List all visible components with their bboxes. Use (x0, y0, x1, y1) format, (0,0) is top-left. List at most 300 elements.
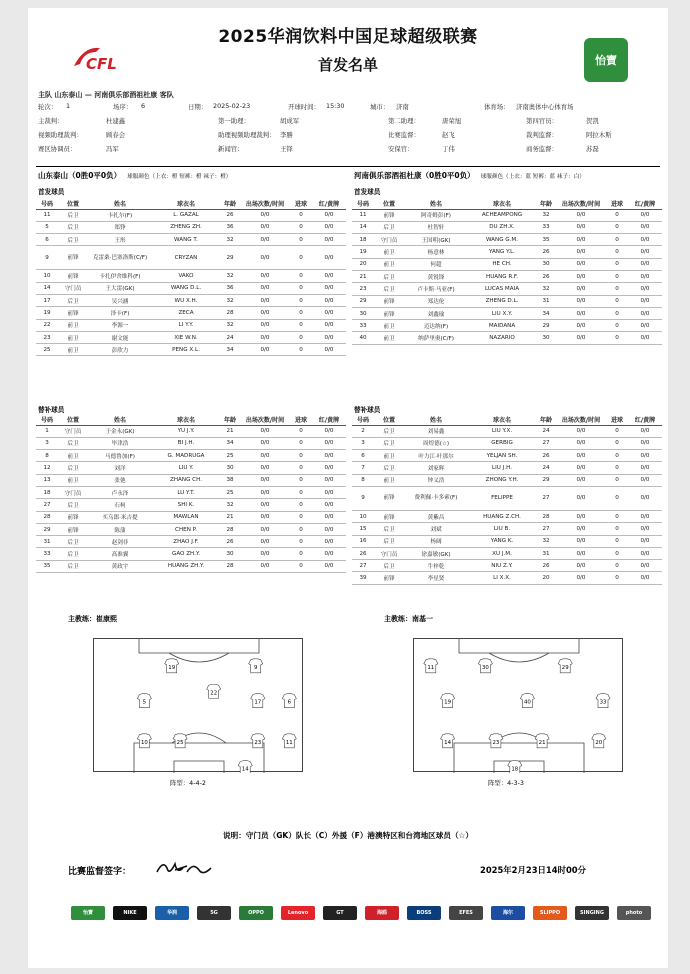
table-header-row (36, 198, 346, 209)
signature-label: 比赛监督签字： (68, 867, 132, 877)
away-formation-pitch (413, 638, 623, 772)
table-cell: 0/0 (240, 294, 290, 306)
signature-datetime: 2025年2月23日14时00分 (480, 865, 586, 875)
away-starters-heading: 首发球员 (354, 188, 381, 196)
official-label: 裁判监督： (526, 131, 558, 139)
table-cell: 前锋 (374, 209, 404, 221)
table-cell: 0/0 (628, 221, 662, 233)
table-cell: 后卫 (58, 234, 88, 246)
sponsor-logo (68, 898, 108, 928)
column-header: 球衣名 (152, 198, 220, 209)
table-row (352, 258, 662, 270)
sponsor-mark: 海鸥 (365, 906, 399, 920)
player-shirt (441, 734, 455, 748)
home-team-header (38, 170, 231, 181)
table-cell: HUANG Z.CH. (468, 510, 536, 522)
column-header: 号码 (352, 198, 374, 209)
table-cell: 1 (36, 425, 58, 437)
table-cell: 32 (220, 499, 240, 511)
shirt-number: 19 (168, 664, 176, 671)
legend-note: 说明：守门员（GK）队长（C）外援（F）港澳特区和台湾地区球员（☆） (223, 831, 473, 840)
table-cell: 后卫 (374, 437, 404, 449)
table-cell: YU J.Y. (152, 425, 220, 437)
table-cell: 0/0 (628, 209, 662, 221)
table-row (352, 462, 662, 474)
column-header: 球衣名 (468, 198, 536, 209)
table-cell: 21 (220, 425, 240, 437)
table-cell: LIU J.H. (468, 462, 536, 474)
table-cell: YANG K. (468, 535, 536, 547)
column-header: 球衣名 (152, 414, 220, 425)
column-header: 红/黄牌 (312, 414, 346, 425)
table-cell: 0/0 (556, 572, 606, 584)
table-cell: 0 (606, 486, 628, 510)
away-team-header (354, 170, 585, 181)
table-cell: 0/0 (628, 234, 662, 246)
table-header-row (352, 414, 662, 425)
table-cell: 32 (536, 535, 556, 547)
away-subs-table (352, 414, 662, 585)
table-cell: 14 (352, 221, 374, 233)
table-cell: 26 (536, 246, 556, 258)
table-cell: 0/0 (240, 270, 290, 282)
table-row (352, 425, 662, 437)
table-cell: 费利佩·卡多索(F) (404, 486, 468, 510)
table-cell: 后卫 (58, 209, 88, 221)
table-cell: 0/0 (312, 344, 346, 356)
column-header: 号码 (36, 414, 58, 425)
shirt-number: 22 (210, 690, 218, 697)
table-cell: 前卫 (58, 319, 88, 331)
sponsor-mark: NIKE (113, 906, 147, 920)
table-cell: 28 (536, 510, 556, 522)
table-cell: 前锋 (58, 511, 88, 523)
table-cell: 0/0 (240, 234, 290, 246)
table-cell: 0 (606, 209, 628, 221)
player-shirt (137, 734, 151, 748)
official-name: 阿拉木斯 (586, 131, 612, 139)
shirt-number: 9 (253, 664, 258, 671)
table-cell: 34 (536, 307, 556, 319)
table-cell: 后卫 (374, 462, 404, 474)
table-row (352, 307, 662, 319)
table-cell: 黄紫昌 (404, 510, 468, 522)
table-cell: 3 (352, 437, 374, 449)
table-row (36, 499, 346, 511)
sponsor-mark: SLIPPO (533, 906, 567, 920)
table-cell: 32 (220, 294, 240, 306)
official-label: 新闻官： (218, 145, 244, 153)
table-cell: ACHEAMPONG (468, 209, 536, 221)
table-cell: 0/0 (628, 486, 662, 510)
table-cell: 0/0 (628, 535, 662, 547)
table-cell: FELIPPE (468, 486, 536, 510)
penalty-area-top (139, 639, 259, 653)
table-cell: 王彤 (88, 234, 152, 246)
table-cell: 前卫 (58, 474, 88, 486)
sponsor-logo (404, 898, 444, 928)
table-cell: 0 (606, 510, 628, 522)
shirt-number: 6 (287, 699, 292, 706)
table-cell: 0/0 (628, 450, 662, 462)
table-cell: 0/0 (556, 535, 606, 547)
table-cell: 29 (220, 246, 240, 270)
yibao-logo-text: 怡寶 (595, 54, 617, 67)
player-shirt (592, 734, 606, 748)
sponsor-logo (446, 898, 486, 928)
table-cell: 0 (290, 560, 312, 572)
table-cell: G. MADRUGA (152, 450, 220, 462)
table-cell: 守门员 (374, 234, 404, 246)
table-cell: GAO ZH.Y. (152, 548, 220, 560)
table-cell: 买乌郎·米吉提 (88, 511, 152, 523)
table-cell: 0/0 (556, 425, 606, 437)
table-cell: 13 (36, 474, 58, 486)
table-cell: BI J.H. (152, 437, 220, 449)
table-cell: 8 (352, 474, 374, 486)
shirt-number: 29 (561, 664, 569, 671)
table-row (352, 332, 662, 344)
player-shirt (520, 694, 534, 708)
table-cell: 0 (606, 283, 628, 295)
table-cell: 守门员 (58, 486, 88, 498)
table-cell: 26 (536, 270, 556, 282)
table-cell: 0/0 (628, 283, 662, 295)
table-cell: 0/0 (312, 536, 346, 548)
table-cell: 16 (352, 535, 374, 547)
table-cell: 32 (220, 270, 240, 282)
away-team-name: 河南俱乐部酒祖杜康（0胜0平0负） (354, 171, 475, 180)
table-cell: 0/0 (556, 320, 606, 332)
table-cell: 0 (290, 499, 312, 511)
table-cell: 前锋 (374, 572, 404, 584)
table-cell: 0/0 (312, 523, 346, 535)
table-cell: ZECA (152, 307, 220, 319)
table-cell: WANG D.L. (152, 282, 220, 294)
table-row (36, 523, 346, 535)
table-cell: 6 (352, 450, 374, 462)
shirt-number: 19 (444, 699, 452, 706)
away-formation-label: 阵型：4-3-3 (488, 779, 524, 787)
official-name: 丁伟 (442, 145, 455, 153)
table-cell: 前锋 (58, 307, 88, 319)
table-cell: 0 (606, 523, 628, 535)
table-cell: 0/0 (312, 511, 346, 523)
table-cell: 27 (536, 523, 556, 535)
table-cell: 卡扎尔(F) (88, 209, 152, 221)
game-value: 6 (141, 102, 146, 110)
table-cell: 0/0 (556, 450, 606, 462)
table-cell: 25 (36, 344, 58, 356)
table-cell: 26 (536, 560, 556, 572)
table-cell: 0 (606, 437, 628, 449)
table-cell: 0/0 (628, 425, 662, 437)
table-cell: ZHANG CH. (152, 474, 220, 486)
table-cell: XU J.M. (468, 547, 536, 559)
home-subs-table (36, 414, 346, 573)
table-cell: 35 (536, 234, 556, 246)
table-cell: 0/0 (312, 560, 346, 572)
table-row (352, 474, 662, 486)
table-cell: 0/0 (556, 437, 606, 449)
kickoff-value: 15:30 (326, 102, 345, 110)
table-cell: 前锋 (374, 510, 404, 522)
table-cell: 0 (606, 234, 628, 246)
table-cell: 30 (536, 258, 556, 270)
table-cell: 20 (352, 258, 374, 270)
official-label: 商务监督： (526, 145, 558, 153)
table-cell: 0/0 (312, 307, 346, 319)
away-coach (384, 614, 433, 624)
table-cell: 守门员 (374, 547, 404, 559)
official-label: 赛区协调员： (38, 145, 77, 153)
column-header: 年龄 (220, 414, 240, 425)
table-cell: 0/0 (556, 486, 606, 510)
table-row (36, 474, 346, 486)
player-shirt (282, 734, 296, 748)
table-cell: 0/0 (312, 209, 346, 221)
sponsor-logo (530, 898, 570, 928)
table-row (36, 319, 346, 331)
table-cell: 迈达纳(F) (404, 320, 468, 332)
column-header: 姓名 (88, 198, 152, 209)
away-coach-name: 南基一 (412, 615, 433, 623)
table-cell: 0 (290, 511, 312, 523)
table-cell: 卢永泽 (88, 486, 152, 498)
table-cell: 0 (290, 437, 312, 449)
table-cell: 0/0 (312, 221, 346, 233)
table-cell: LI X.X. (468, 572, 536, 584)
table-cell: 前卫 (58, 344, 88, 356)
table-cell: ZHENG D.L. (468, 295, 536, 307)
away-starters-table (352, 198, 662, 345)
table-cell: CRYZAN (152, 246, 220, 270)
column-header: 年龄 (536, 414, 556, 425)
table-cell: 0/0 (628, 332, 662, 344)
official-name: 唐荣旭 (442, 117, 462, 125)
sponsor-mark: SINGING (575, 906, 609, 920)
official-label: 第一助理： (218, 117, 250, 125)
table-cell: 0 (606, 535, 628, 547)
cfl-logo-text: CFL (86, 55, 117, 73)
table-cell: 11 (36, 209, 58, 221)
table-cell: 钟义浩 (404, 474, 468, 486)
table-cell: 0 (606, 307, 628, 319)
table-cell: 25 (220, 450, 240, 462)
table-cell: 0/0 (240, 548, 290, 560)
table-cell: 0/0 (240, 499, 290, 511)
table-cell: 后卫 (374, 283, 404, 295)
table-row (36, 331, 346, 343)
table-cell: 0 (290, 425, 312, 437)
sponsor-logo (488, 898, 528, 928)
table-cell: YANG Y.L. (468, 246, 536, 258)
table-cell: 30 (352, 307, 374, 319)
table-row (36, 307, 346, 319)
table-cell: 后卫 (58, 294, 88, 306)
table-cell: 0/0 (240, 536, 290, 548)
column-header: 进球 (290, 198, 312, 209)
official-label: 安保官： (388, 145, 414, 153)
table-cell: 17 (36, 294, 58, 306)
table-cell: 0/0 (556, 258, 606, 270)
table-cell: 0/0 (312, 499, 346, 511)
table-cell: 前锋 (58, 246, 88, 270)
table-cell: 守门员 (58, 425, 88, 437)
pitch-drawing (94, 639, 304, 773)
table-row (352, 510, 662, 522)
table-cell: MAWLAN (152, 511, 220, 523)
city-label: 城市： (370, 103, 390, 111)
page-title: 2025华润饮料中国足球超级联赛 (218, 27, 478, 47)
stadium-value: 济南奥体中心体育场 (516, 103, 574, 111)
handwritten-signature (153, 856, 217, 880)
date-label: 日期： (188, 103, 208, 111)
table-cell: 0 (290, 344, 312, 356)
table-cell: 杨阔 (404, 535, 468, 547)
table-cell: 28 (220, 523, 240, 535)
penalty-area-top (459, 639, 579, 653)
table-cell: 0/0 (556, 209, 606, 221)
shirt-number: 5 (142, 699, 147, 706)
table-cell: 28 (220, 307, 240, 319)
player-shirt (478, 659, 492, 673)
table-row (36, 234, 346, 246)
table-cell: HUANG R.F. (468, 270, 536, 282)
sponsor-logo (236, 898, 276, 928)
table-cell: 0/0 (628, 320, 662, 332)
shirt-number: 23 (254, 739, 262, 746)
table-cell: 0/0 (312, 437, 346, 449)
table-row (36, 246, 346, 270)
home-kit-colors: 球服颜色（上衣：橙 短裤：橙 袜子：橙） (127, 174, 232, 180)
table-cell: 彭欣力 (88, 344, 152, 356)
table-cell: 0 (290, 270, 312, 282)
column-header: 进球 (290, 414, 312, 425)
table-cell: 前卫 (374, 474, 404, 486)
table-row (352, 535, 662, 547)
table-cell: 纳萨里奥(C/F) (404, 332, 468, 344)
table-cell: 0/0 (240, 486, 290, 498)
shirt-number: 11 (285, 739, 293, 746)
table-cell: 0 (290, 523, 312, 535)
table-cell: 0 (290, 221, 312, 233)
table-cell: 0/0 (628, 474, 662, 486)
table-cell: 卢卡斯·马亚(F) (404, 283, 468, 295)
table-cell: 叶力江·叶那尔 (404, 450, 468, 462)
table-cell: 前卫 (374, 332, 404, 344)
table-cell: 石柯 (88, 499, 152, 511)
table-cell: ZHAO J.F. (152, 536, 220, 548)
table-cell: 何超 (404, 258, 468, 270)
table-cell: 9 (352, 486, 374, 510)
table-cell: 29 (536, 320, 556, 332)
table-cell: 0/0 (240, 523, 290, 535)
official-name: 苏磊 (586, 145, 599, 153)
table-header-row (352, 198, 662, 209)
table-cell: 27 (36, 499, 58, 511)
shirt-number: 14 (241, 766, 249, 773)
table-cell: 32 (536, 283, 556, 295)
table-row (352, 221, 662, 233)
home-coach (68, 614, 117, 624)
table-cell: 18 (36, 486, 58, 498)
date-value: 2025-02-23 (213, 102, 251, 110)
table-cell: 毕津浩 (88, 437, 152, 449)
table-cell: 10 (36, 270, 58, 282)
table-cell: 李星贤 (404, 572, 468, 584)
column-header: 年龄 (536, 198, 556, 209)
table-cell: 0/0 (240, 511, 290, 523)
player-shirt (137, 694, 151, 708)
column-header: 出场次数/时间 (556, 198, 606, 209)
table-cell: 后卫 (58, 560, 88, 572)
column-header: 进球 (606, 414, 628, 425)
table-cell: 0/0 (628, 246, 662, 258)
table-cell: 于金永(GK) (88, 425, 152, 437)
table-cell: 马德鲁加(F) (88, 450, 152, 462)
column-header: 红/黄牌 (312, 198, 346, 209)
table-cell: WANG T. (152, 234, 220, 246)
match-teams: 主队 山东泰山 — 河南俱乐部酒祖杜康 客队 (38, 91, 174, 99)
table-cell: 8 (36, 450, 58, 462)
table-cell: 0 (606, 332, 628, 344)
table-cell: 周煌德(☆) (404, 437, 468, 449)
table-cell: 0/0 (556, 462, 606, 474)
table-row (352, 547, 662, 559)
table-cell: 19 (36, 307, 58, 319)
table-cell: 5 (36, 221, 58, 233)
table-row (352, 560, 662, 572)
table-cell: 18 (352, 234, 374, 246)
table-cell: 0 (606, 270, 628, 282)
sponsor-strip (68, 898, 658, 928)
home-starters-heading: 首发球员 (38, 188, 65, 196)
table-cell: 26 (220, 209, 240, 221)
table-cell: 克雷桑·巴塞洛斯(C/F) (88, 246, 152, 270)
table-cell: 刘洋 (88, 462, 152, 474)
table-cell: 21 (352, 270, 374, 282)
column-header: 出场次数/时间 (556, 414, 606, 425)
table-cell: 0 (606, 572, 628, 584)
table-cell: 前卫 (58, 450, 88, 462)
pitch-drawing (414, 639, 624, 773)
table-cell: 0/0 (628, 307, 662, 319)
city-value: 济南 (396, 103, 409, 111)
away-kit-colors: 球服颜色（上衣：蓝 短裤：蓝 袜子：白） (480, 174, 585, 180)
away-coach-label: 主教练： (384, 615, 412, 623)
sponsor-mark: BOSS (407, 906, 441, 920)
table-cell: 郑达伦 (404, 295, 468, 307)
column-header: 位置 (58, 198, 88, 209)
table-cell: 32 (220, 234, 240, 246)
table-row (352, 283, 662, 295)
sponsor-mark: 海尔 (491, 906, 525, 920)
shirt-number: 18 (511, 766, 519, 773)
stadium-label: 体育场： (484, 103, 510, 111)
table-cell: 0 (290, 234, 312, 246)
table-cell: 36 (220, 221, 240, 233)
table-cell: 0 (606, 246, 628, 258)
round-label: 轮次： (38, 103, 58, 111)
table-cell: 0/0 (240, 319, 290, 331)
table-cell: 24 (536, 425, 556, 437)
table-cell: WU X.H. (152, 294, 220, 306)
table-cell: 守门员 (58, 282, 88, 294)
table-row (36, 462, 346, 474)
table-cell: 0/0 (556, 307, 606, 319)
table-cell: 0/0 (628, 462, 662, 474)
